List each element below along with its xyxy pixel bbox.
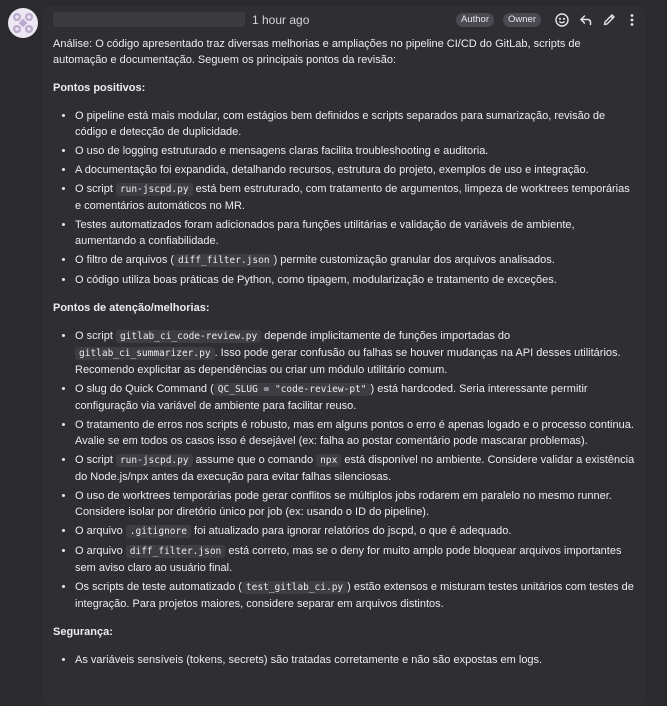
avatar[interactable] [8,8,38,38]
list-item-text: está disponível no ambiente. Considere validar a existência do Node.js/npx antes da execução para evitar falhas silenciosas. [75,454,635,483]
emoji-icon[interactable] [554,12,570,28]
owner-badge: Owner [503,13,541,27]
comment-timestamp[interactable]: 1 hour ago [252,13,310,27]
inline-code: diff_filter.json [174,254,274,267]
inline-code: .gitignore [126,525,191,538]
list-item [75,488,638,520]
review-list [53,328,638,612]
list-item-text: O script [75,454,116,466]
comment-intro: Análise: O código apresentado traz diversas melhorias e ampliações no pipeline CI/CD do GitLab, scripts de automação e documentação. Seguem os principais pontos da revisão: [53,38,581,66]
review-list [53,108,638,288]
list-item-text: O script [75,330,116,342]
inline-code: run-jscpd.py [116,454,193,467]
list-item-text: As variáveis sensíveis (tokens, secrets) são tratadas corretamente e não são expostas em logs. [75,654,543,666]
list-item-text: Testes automatizados foram adicionados para funções utilitárias e validação de variáveis de ambiente, aumentando a confiabilidade. [75,219,575,247]
list-item [75,143,638,159]
list-item-text: ) está hardcoded. Seria interessante permitir configuração via variável de ambiente para facilitar reuso. [75,383,588,412]
more-options-icon[interactable] [624,12,640,28]
list-item [75,272,638,288]
list-item-text: O filtro de arquivos ( [75,254,175,266]
comment-card [43,6,645,706]
list-item-text: assume que o comando [192,454,317,466]
list-item-text: O script [75,183,116,195]
list-item [75,217,638,249]
list-item-text: O arquivo [75,545,126,557]
inline-code: diff_filter.json [126,545,226,558]
list-item [75,543,638,576]
list-item-text: foi atualizado para ignorar relatórios do jscpd, o que é adequado. [190,525,512,537]
review-list [53,652,638,668]
section-heading: Pontos positivos: [53,82,146,94]
list-item-text: O arquivo [75,525,126,537]
list-item [75,381,638,414]
list-item-text: Os scripts de teste automatizado ( [75,581,242,593]
author-name-redacted[interactable] [53,12,245,27]
list-item [75,579,638,612]
list-item-text: está bem estruturado, com tratamento de argumentos, limpeza de worktrees temporárias e comentários automáticos no MR. [75,183,630,212]
list-item-text: está correto, mas se o deny for muito amplo pode bloquear arquivos importantes sem aviso claro ao usuário final. [75,545,622,574]
inline-code: QC_SLUG = "code-review-pt" [214,383,371,396]
inline-code: test_gitlab_ci.py [242,581,347,594]
list-item-text: O pipeline está mais modular, com estágios bem definidos e scripts separados para sumarização, revisão de código e detecção de duplicidade. [75,110,606,138]
comment-header [43,6,645,34]
list-item [75,652,638,668]
list-item-text: . Isso pode gerar confusão ou falhas se houver mudanças na API desses utilitários. Recomendo explicitar as dependências ou criar um módulo utilitário comum. [75,347,621,376]
list-item-text: O tratamento de erros nos scripts é robusto, mas em alguns pontos o erro é apenas logado e o processo continua. Avalie se em todos os casos isso é desejável (ex: falha ao postar comentário pode mascarar problemas). [75,419,634,447]
list-item [75,452,638,485]
list-item [75,162,638,178]
author-badge: Author [456,13,494,27]
inline-code: run-jscpd.py [116,183,193,196]
list-item-text: O uso de logging estruturado e mensagens claras facilita troubleshooting e auditoria. [75,145,489,157]
list-item [75,108,638,140]
inline-code: gitlab_ci_summarizer.py [75,347,215,360]
inline-code: gitlab_ci_code-review.py [116,330,261,343]
list-item-text: O slug do Quick Command ( [75,383,214,395]
comment-body [53,36,638,680]
list-item [75,181,638,214]
list-item [75,252,638,269]
list-item-text: depende implicitamente de funções importadas do [261,330,511,342]
inline-code: npx [316,454,341,467]
edit-icon[interactable] [601,12,617,28]
list-item-text: O uso de worktrees temporárias pode gerar conflitos se múltiplos jobs rodarem em paralelo no mesmo runner. Considere isolar por diretório único por job (ex: usando o ID do pipeline). [75,490,612,518]
section-heading: Segurança: [53,626,113,638]
reply-icon[interactable] [578,12,594,28]
section-heading: Pontos de atenção/melhorias: [53,302,210,314]
list-item-text: ) estão extensos e misturam testes unitários com testes de integração. Para projetos maiores, considere separar em arquivos distintos. [75,581,634,610]
list-item [75,328,638,378]
list-item-text: O código utiliza boas práticas de Python, como tipagem, modularização e tratamento de exceções. [75,274,557,286]
list-item [75,417,638,449]
list-item-text: ) permite customização granular dos arquivos analisados. [273,254,555,266]
list-item-text: A documentação foi expandida, detalhando recursos, estrutura do projeto, exemplos de uso e integração. [75,164,589,176]
list-item [75,523,638,540]
